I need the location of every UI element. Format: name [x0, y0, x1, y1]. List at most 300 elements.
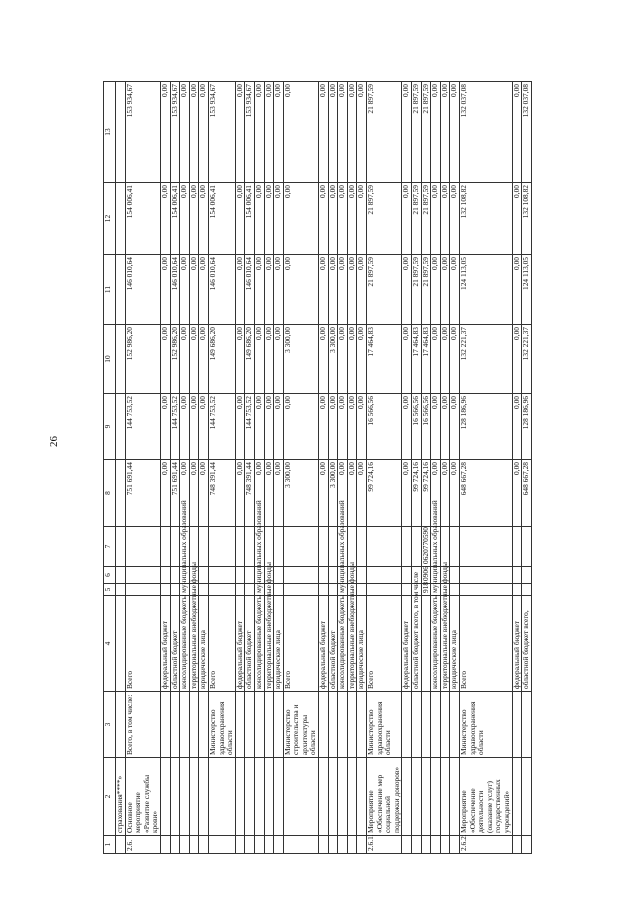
cell-total-amount: 0,00	[264, 460, 274, 527]
cell-grbs-code	[274, 584, 284, 596]
cell-target-article	[125, 527, 160, 567]
cell-item-number: 2.6.2.	[459, 836, 512, 854]
cell-year-5-amount: 0,00	[160, 82, 170, 183]
column-header: 2	[104, 758, 116, 836]
column-header: 7	[104, 527, 116, 567]
cell-total-amount: 0,00	[357, 460, 367, 527]
cell-year-4-amount: 0,00	[189, 183, 199, 255]
page-number: 26	[48, 436, 60, 447]
cell-item-number	[245, 836, 255, 854]
cell-year-5-amount: 0,00	[440, 82, 450, 183]
cell-grbs-code	[208, 584, 235, 596]
cell-total-amount: 748 391,44	[208, 460, 235, 527]
cell-event-name: Мероприятие «Обеспечение деятельности (оказание услуг) государственных учреждений»	[459, 758, 512, 836]
cell-year-2-amount: 17 464,83	[412, 325, 422, 394]
cell-executor	[170, 692, 180, 758]
table-row	[208, 82, 235, 854]
cell-year-5-amount: 132 037,08	[459, 82, 512, 183]
cell-section-code	[125, 567, 160, 584]
cell-year-3-amount: 0,00	[160, 255, 170, 325]
cell-item-number	[264, 836, 274, 854]
cell-year-5-amount: 0,00	[338, 82, 348, 183]
cell-funding-source: федеральный бюджет	[402, 596, 412, 692]
cell-target-article	[459, 527, 512, 567]
cell-total-amount: 0,00	[199, 460, 209, 527]
cell-total-amount: 0,00	[254, 460, 264, 527]
cell-executor	[180, 692, 190, 758]
cell-year-5-amount: 0,00	[283, 82, 318, 183]
cell-funding-source: федеральный бюджет	[512, 596, 522, 692]
cell-funding-source: федеральный бюджет	[235, 596, 245, 692]
cell-year-3-amount: 146 010,64	[245, 255, 255, 325]
cell-section-code	[274, 567, 284, 584]
cell-executor	[274, 692, 284, 758]
cell-section-code	[512, 567, 522, 584]
cell-year-1-amount: 0,00	[402, 394, 412, 460]
cell-year-2-amount: 17 464,83	[367, 325, 402, 394]
cell-event-name	[160, 758, 170, 836]
cell-funding-source: юридические лица	[199, 596, 209, 692]
cell-year-4-amount: 0,00	[347, 183, 357, 255]
cell-item-number	[412, 836, 422, 854]
cell-grbs-code	[367, 584, 402, 596]
cell-year-5-amount: 0,00	[264, 82, 274, 183]
cell-total-amount: 748 391,44	[245, 460, 255, 527]
cell-year-3-amount: 0,00	[235, 255, 245, 325]
cell-year-2-amount: 152 986,20	[125, 325, 160, 394]
cell-year-2-amount: 0,00	[431, 325, 441, 394]
cell-item-number	[431, 836, 441, 854]
cell-event-name	[328, 758, 338, 836]
table-row	[125, 82, 160, 854]
cell-target-article	[208, 527, 235, 567]
cell-year-4-amount: 154 006,41	[170, 183, 180, 255]
table-row	[180, 82, 190, 854]
cell-year-1-amount: 0,00	[189, 394, 199, 460]
cell-year-2-amount: 0,00	[189, 325, 199, 394]
cell-year-1-amount: 0,00	[235, 394, 245, 460]
cell-year-1-amount: 0,00	[338, 394, 348, 460]
cell-total-amount: 0,00	[431, 460, 441, 527]
cell-year-3-amount: 0,00	[283, 255, 318, 325]
cell-item-number	[160, 836, 170, 854]
cell-grbs-code	[199, 584, 209, 596]
cell-year-2-amount: 132 221,37	[459, 325, 512, 394]
cell-year-4-amount: 0,00	[199, 183, 209, 255]
cell-grbs-code	[245, 584, 255, 596]
cell-section-code	[450, 567, 460, 584]
cell-year-2-amount: 0,00	[274, 325, 284, 394]
cell-year-4-amount: 0,00	[235, 183, 245, 255]
cell-section-code	[245, 567, 255, 584]
cell-year-3-amount: 146 010,64	[125, 255, 160, 325]
cell-year-4-amount: 0,00	[319, 183, 329, 255]
cell-section-code	[319, 567, 329, 584]
cell-section-code	[160, 567, 170, 584]
cell-event-name	[170, 758, 180, 836]
cell-event-name	[283, 758, 318, 836]
cell-year-3-amount	[116, 255, 126, 325]
cell-total-amount: 3 300,00	[283, 460, 318, 527]
table-row	[459, 82, 512, 854]
cell-event-name	[264, 758, 274, 836]
cell-year-2-amount: 0,00	[402, 325, 412, 394]
cell-funding-source: юридические лица	[357, 596, 367, 692]
cell-event-name	[189, 758, 199, 836]
cell-year-1-amount: 16 566,56	[412, 394, 422, 460]
cell-grbs-code	[459, 584, 512, 596]
cell-total-amount: 751 691,44	[125, 460, 160, 527]
cell-total-amount: 751 691,44	[170, 460, 180, 527]
table-row	[412, 82, 422, 854]
cell-target-article	[235, 527, 245, 567]
cell-executor: Всего, в том числе:	[125, 692, 160, 758]
cell-event-name	[208, 758, 235, 836]
cell-item-number	[208, 836, 235, 854]
cell-year-5-amount: 0,00	[199, 82, 209, 183]
cell-executor	[440, 692, 450, 758]
cell-executor: Министерство здравоохранения области	[459, 692, 512, 758]
cell-section-code	[235, 567, 245, 584]
column-header: 11	[104, 255, 116, 325]
cell-executor	[338, 692, 348, 758]
cell-executor	[512, 692, 522, 758]
cell-year-3-amount: 0,00	[264, 255, 274, 325]
cell-grbs-code	[512, 584, 522, 596]
cell-funding-source: областной бюджет всего,	[522, 596, 532, 692]
cell-year-3-amount: 0,00	[431, 255, 441, 325]
cell-executor	[199, 692, 209, 758]
cell-event-name	[199, 758, 209, 836]
cell-item-number	[512, 836, 522, 854]
column-header: 1	[104, 836, 116, 854]
cell-item-number	[319, 836, 329, 854]
cell-year-5-amount: 0,00	[328, 82, 338, 183]
cell-year-5-amount: 21 897,59	[421, 82, 431, 183]
column-header: 9	[104, 394, 116, 460]
cell-executor: Министерство здравоохранения области	[367, 692, 402, 758]
cell-year-1-amount: 0,00	[199, 394, 209, 460]
cell-funding-source: территориальные внебюджетные фонды	[440, 596, 450, 692]
cell-executor	[189, 692, 199, 758]
cell-section-code	[283, 567, 318, 584]
cell-event-name	[254, 758, 264, 836]
cell-target-article	[319, 527, 329, 567]
cell-year-1-amount: 0,00	[254, 394, 264, 460]
cell-event-name	[440, 758, 450, 836]
cell-year-1-amount: 0,00	[319, 394, 329, 460]
cell-item-number: 2.6.1.	[367, 836, 402, 854]
table-row	[319, 82, 329, 854]
cell-event-name	[319, 758, 329, 836]
cell-item-number	[235, 836, 245, 854]
cell-event-name: Мероприятие «Обеспечение мер социальной поддержки доноров»	[367, 758, 402, 836]
cell-year-2-amount: 17 464,83	[421, 325, 431, 394]
cell-total-amount: 0,00	[440, 460, 450, 527]
cell-event-name	[274, 758, 284, 836]
cell-year-3-amount: 146 010,64	[208, 255, 235, 325]
cell-funding-source: консолидированные бюджеты муниципальных образований	[180, 596, 190, 692]
cell-funding-source: Всего	[367, 596, 402, 692]
cell-year-1-amount: 0,00	[512, 394, 522, 460]
cell-grbs-code: 918	[421, 584, 431, 596]
cell-year-5-amount: 153 934,67	[170, 82, 180, 183]
cell-year-1-amount: 0,00	[440, 394, 450, 460]
cell-event-name	[412, 758, 422, 836]
cell-total-amount: 0,00	[160, 460, 170, 527]
cell-executor	[116, 692, 126, 758]
rotated-page	[103, 84, 568, 854]
cell-year-4-amount: 132 108,82	[522, 183, 532, 255]
cell-grbs-code	[160, 584, 170, 596]
cell-total-amount: 0,00	[347, 460, 357, 527]
cell-year-5-amount: 0,00	[319, 82, 329, 183]
cell-year-4-amount: 0,00	[450, 183, 460, 255]
cell-total-amount: 0,00	[235, 460, 245, 527]
cell-funding-source: областной бюджет	[328, 596, 338, 692]
cell-total-amount: 3 300,00	[328, 460, 338, 527]
cell-section-code	[357, 567, 367, 584]
cell-item-number	[283, 836, 318, 854]
cell-funding-source: консолидированные бюджеты муниципальных образований	[338, 596, 348, 692]
cell-year-1-amount: 0,00	[264, 394, 274, 460]
cell-year-3-amount: 0,00	[319, 255, 329, 325]
header-row	[104, 82, 116, 854]
table-row	[274, 82, 284, 854]
cell-target-article	[412, 527, 422, 567]
cell-target-article	[199, 527, 209, 567]
cell-event-name	[235, 758, 245, 836]
cell-event-name	[512, 758, 522, 836]
table-row	[522, 82, 532, 854]
cell-year-4-amount: 0,00	[254, 183, 264, 255]
cell-grbs-code	[125, 584, 160, 596]
cell-target-article	[160, 527, 170, 567]
cell-year-3-amount: 0,00	[440, 255, 450, 325]
cell-year-3-amount: 0,00	[338, 255, 348, 325]
cell-event-name	[245, 758, 255, 836]
cell-year-4-amount: 21 897,59	[421, 183, 431, 255]
cell-grbs-code	[450, 584, 460, 596]
cell-executor	[522, 692, 532, 758]
cell-executor	[347, 692, 357, 758]
cell-year-3-amount: 0,00	[450, 255, 460, 325]
cell-year-2-amount: 0,00	[264, 325, 274, 394]
cell-year-4-amount: 21 897,59	[367, 183, 402, 255]
cell-item-number	[254, 836, 264, 854]
cell-executor	[319, 692, 329, 758]
cell-year-2-amount: 0,00	[235, 325, 245, 394]
cell-year-5-amount: 0,00	[402, 82, 412, 183]
cell-target-article	[116, 527, 126, 567]
cell-year-4-amount: 154 006,41	[125, 183, 160, 255]
cell-item-number	[338, 836, 348, 854]
cell-event-name	[338, 758, 348, 836]
cell-year-5-amount: 0,00	[274, 82, 284, 183]
cell-target-article	[357, 527, 367, 567]
cell-year-2-amount: 0,00	[440, 325, 450, 394]
cell-funding-source	[116, 596, 126, 692]
cell-year-1-amount: 128 186,96	[459, 394, 512, 460]
cell-year-2-amount: 132 221,37	[522, 325, 532, 394]
table-row	[338, 82, 348, 854]
cell-executor	[421, 692, 431, 758]
cell-year-3-amount: 21 897,59	[421, 255, 431, 325]
cell-grbs-code	[319, 584, 329, 596]
cell-year-2-amount: 3 300,00	[283, 325, 318, 394]
cell-year-1-amount: 0,00	[347, 394, 357, 460]
column-header: 12	[104, 183, 116, 255]
cell-year-2-amount: 0,00	[160, 325, 170, 394]
cell-total-amount: 0,00	[274, 460, 284, 527]
cell-year-2-amount	[116, 325, 126, 394]
cell-year-5-amount: 0,00	[254, 82, 264, 183]
cell-item-number	[170, 836, 180, 854]
cell-year-5-amount: 0,00	[512, 82, 522, 183]
cell-executor	[402, 692, 412, 758]
cell-event-name	[347, 758, 357, 836]
cell-target-article	[522, 527, 532, 567]
cell-year-3-amount: 0,00	[402, 255, 412, 325]
cell-year-2-amount: 152 986,20	[170, 325, 180, 394]
cell-item-number	[116, 836, 126, 854]
cell-year-2-amount: 0,00	[357, 325, 367, 394]
cell-executor	[245, 692, 255, 758]
cell-section-code	[199, 567, 209, 584]
cell-item-number	[347, 836, 357, 854]
cell-year-4-amount: 0,00	[431, 183, 441, 255]
cell-target-article	[347, 527, 357, 567]
cell-event-name	[522, 758, 532, 836]
cell-executor	[254, 692, 264, 758]
cell-executor	[412, 692, 422, 758]
cell-year-1-amount: 128 186,96	[522, 394, 532, 460]
cell-total-amount: 99 724,16	[412, 460, 422, 527]
cell-total-amount: 0,00	[338, 460, 348, 527]
cell-section-code	[522, 567, 532, 584]
cell-year-2-amount: 3 300,00	[328, 325, 338, 394]
cell-item-number	[328, 836, 338, 854]
cell-funding-source: консолидированные бюджеты муниципальных образований	[431, 596, 441, 692]
table-row	[245, 82, 255, 854]
cell-year-1-amount: 0,00	[160, 394, 170, 460]
cell-year-2-amount: 0,00	[180, 325, 190, 394]
cell-year-3-amount: 146 010,64	[170, 255, 180, 325]
cell-year-4-amount: 0,00	[440, 183, 450, 255]
budget-table	[103, 81, 532, 854]
cell-total-amount: 99 724,16	[367, 460, 402, 527]
cell-event-name	[431, 758, 441, 836]
cell-funding-source: областной бюджет	[170, 596, 180, 692]
cell-target-article	[402, 527, 412, 567]
table-row	[367, 82, 402, 854]
cell-year-5-amount: 153 934,67	[125, 82, 160, 183]
cell-year-4-amount: 0,00	[512, 183, 522, 255]
cell-grbs-code	[357, 584, 367, 596]
cell-year-1-amount: 0,00	[328, 394, 338, 460]
cell-executor: Министерство строительства и архитектуры области	[283, 692, 318, 758]
cell-year-1-amount: 0,00	[180, 394, 190, 460]
cell-grbs-code	[283, 584, 318, 596]
cell-total-amount: 99 724,16	[421, 460, 431, 527]
column-header: 5	[104, 584, 116, 596]
cell-year-5-amount: 0,00	[450, 82, 460, 183]
column-header: 10	[104, 325, 116, 394]
cell-year-4-amount: 154 006,41	[208, 183, 235, 255]
cell-year-2-amount: 0,00	[254, 325, 264, 394]
cell-year-3-amount: 21 897,59	[367, 255, 402, 325]
cell-year-1-amount: 0,00	[357, 394, 367, 460]
cell-target-article	[512, 527, 522, 567]
cell-year-4-amount: 154 006,41	[245, 183, 255, 255]
cell-executor	[160, 692, 170, 758]
column-header: 6	[104, 567, 116, 584]
column-header: 8	[104, 460, 116, 527]
cell-year-4-amount: 0,00	[274, 183, 284, 255]
column-header: 13	[104, 82, 116, 183]
cell-year-3-amount: 0,00	[189, 255, 199, 325]
cell-funding-source: юридические лица	[450, 596, 460, 692]
cell-year-3-amount: 0,00	[512, 255, 522, 325]
cell-year-1-amount: 144 753,52	[245, 394, 255, 460]
cell-year-3-amount: 0,00	[199, 255, 209, 325]
cell-funding-source: Всего	[208, 596, 235, 692]
cell-executor	[264, 692, 274, 758]
cell-year-1-amount: 0,00	[274, 394, 284, 460]
cell-year-1-amount: 0,00	[450, 394, 460, 460]
cell-year-3-amount: 0,00	[274, 255, 284, 325]
cell-year-1-amount: 16 566,56	[367, 394, 402, 460]
cell-target-article	[440, 527, 450, 567]
column-header: 3	[104, 692, 116, 758]
cell-executor	[235, 692, 245, 758]
table-row	[199, 82, 209, 854]
cell-year-4-amount: 0,00	[338, 183, 348, 255]
cell-target-article	[450, 527, 460, 567]
cell-total-amount: 0,00	[450, 460, 460, 527]
cell-total-amount: 0,00	[402, 460, 412, 527]
cell-year-1-amount	[116, 394, 126, 460]
cell-year-4-amount: 0,00	[264, 183, 274, 255]
table-row	[116, 82, 126, 854]
cell-funding-source: областной бюджет	[245, 596, 255, 692]
cell-year-1-amount: 16 566,56	[421, 394, 431, 460]
cell-year-2-amount: 149 686,20	[208, 325, 235, 394]
cell-year-2-amount: 149 686,20	[245, 325, 255, 394]
cell-year-3-amount: 0,00	[254, 255, 264, 325]
cell-section-code	[116, 567, 126, 584]
cell-year-2-amount: 0,00	[338, 325, 348, 394]
cell-item-number	[274, 836, 284, 854]
cell-target-article: 0620770590	[421, 527, 431, 567]
cell-event-name	[421, 758, 431, 836]
cell-year-1-amount: 0,00	[431, 394, 441, 460]
cell-executor	[431, 692, 441, 758]
cell-year-5-amount: 153 934,67	[208, 82, 235, 183]
cell-total-amount: 0,00	[180, 460, 190, 527]
cell-funding-source: консолидированные бюджеты муниципальных образований	[254, 596, 264, 692]
cell-section-code	[367, 567, 402, 584]
cell-year-5-amount: 0,00	[189, 82, 199, 183]
cell-item-number	[402, 836, 412, 854]
cell-total-amount: 648 667,28	[459, 460, 512, 527]
cell-year-5-amount: 0,00	[347, 82, 357, 183]
cell-year-3-amount: 0,00	[357, 255, 367, 325]
cell-funding-source: территориальные внебюджетные фонды	[189, 596, 199, 692]
cell-item-number	[189, 836, 199, 854]
cell-item-number	[440, 836, 450, 854]
cell-item-number: 2.6.	[125, 836, 160, 854]
